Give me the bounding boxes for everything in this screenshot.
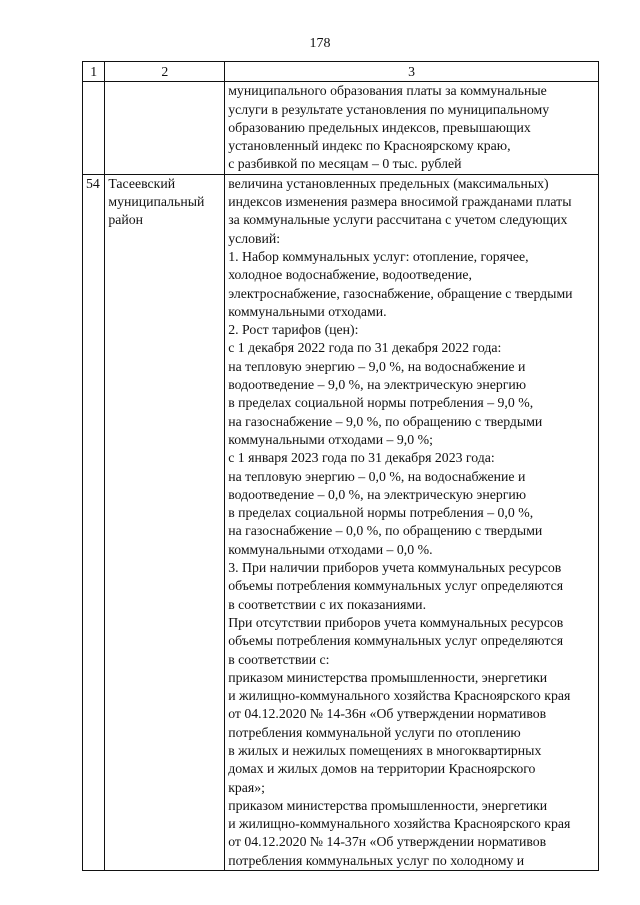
text-line: объемы потребления коммунальных услуг определяются [228,578,564,594]
text-line: в пределах социальной нормы потребления – 9,0 %, [228,395,534,411]
district-name-line: район [108,212,144,228]
text-line: приказом министерства промышленности, энергетики [228,797,548,813]
column-header-2: 2 [105,62,225,82]
text-line: в пределах социальной нормы потребления – 0,0 %, [228,505,534,521]
document-table [82,61,599,871]
text-line: величина установленных предельных (максимальных) [228,175,549,191]
district-name-line: Тасеевский [108,175,176,191]
text-line: в соответствии с их показаниями. [228,596,427,612]
text-line: 1. Набор коммунальных услуг: отопление, горячее, [228,248,529,264]
text-line: водоотведение – 0,0 %, на электрическую энергию [228,486,527,502]
text-line: коммунальными отходами – 9,0 %; [228,431,433,447]
table-header-row [83,62,599,82]
text-line: установленный индекс по Красноярскому краю, [228,138,511,154]
column-header-3: 3 [225,62,599,82]
text-line: 3. При наличии приборов учета коммунальных ресурсов [228,560,562,576]
text-line: и жилищно-коммунального хозяйства Красноярского края [228,688,571,704]
text-line: домах и жилых домов на территории Красноярского [228,761,536,777]
text-line: в жилых и нежилых помещениях в многоквартирных [228,742,542,758]
text-line: с 1 января 2023 года по 31 декабря 2023 года: [228,450,495,466]
text-line: на газоснабжение – 0,0 %, по обращению с твердыми [228,523,543,539]
description-cell [225,174,599,870]
district-cell [105,82,225,174]
text-line: условий: [228,230,281,246]
text-line: потребления коммунальных услуг по холодному и [228,852,525,868]
text-line: на тепловую энергию – 0,0 %, на водоснабжение и [228,468,526,484]
text-line: в соответствии с: [228,651,330,667]
district-name-line: муниципальный [108,194,205,210]
row-number-cell: 54 [83,174,105,870]
table-row-continuation [83,82,599,174]
text-line: объемы потребления коммунальных услуг определяются [228,633,564,649]
text-line: образованию предельных индексов, превышающих [228,119,531,135]
text-line: водоотведение – 9,0 %, на электрическую энергию [228,377,527,393]
text-line: от 04.12.2020 № 14-36н «Об утверждении нормативов [228,706,547,722]
column-header-1: 1 [83,62,105,82]
page-number: 178 [309,36,331,51]
text-line: на тепловую энергию – 9,0 %, на водоснабжение и [228,358,526,374]
text-line: потребления коммунальной услуги по отоплению [228,724,521,740]
table-row-54 [83,174,599,870]
text-line: на газоснабжение – 9,0 %, по обращению с твердыми [228,413,543,429]
text-line: электроснабжение, газоснабжение, обращение с твердыми [228,285,573,301]
text-line: муниципального образования платы за коммунальные [228,83,547,99]
row-number-cell [83,82,105,174]
text-line: края»; [228,779,265,795]
text-line: с разбивкой по месяцам – 0 тыс. рублей [228,156,462,172]
text-line: за коммунальные услуги рассчитана с учетом следующих [228,212,568,228]
text-line: индексов изменения размера вносимой гражданами платы [228,194,572,210]
description-cell [225,82,599,174]
text-line: При отсутствии приборов учета коммунальных ресурсов [228,614,564,630]
text-line: коммунальными отходами. [228,303,387,319]
text-line: 2. Рост тарифов (цен): [228,322,359,338]
district-cell [105,174,225,870]
text-line: от 04.12.2020 № 14-37н «Об утверждении нормативов [228,834,547,850]
text-line: коммунальными отходами – 0,0 %. [228,541,433,557]
text-line: приказом министерства промышленности, энергетики [228,669,548,685]
text-line: с 1 декабря 2022 года по 31 декабря 2022 года: [228,340,502,356]
text-line: и жилищно-коммунального хозяйства Красноярского края [228,816,571,832]
text-line: услуги в результате установления по муниципальному [228,101,550,117]
text-line: холодное водоснабжение, водоотведение, [228,267,472,283]
